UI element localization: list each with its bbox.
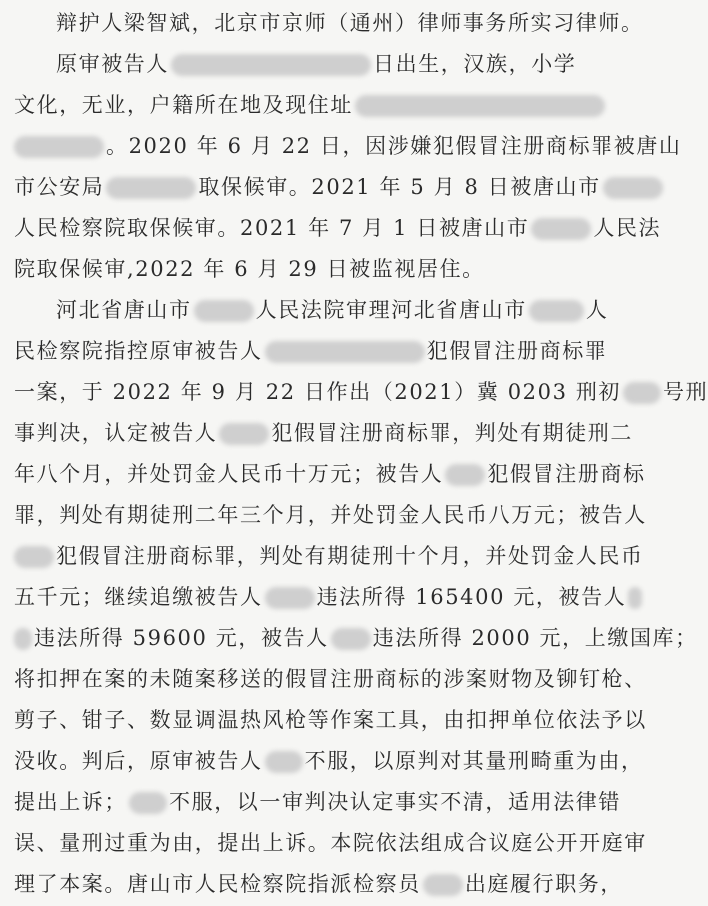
text-segment: 提出上诉； — [14, 790, 127, 814]
text-segment: 。2020 年 6 月 22 日，因涉嫌犯假冒注册商标罪被唐山 — [106, 134, 682, 158]
text-segment: 事判决，认定被告人 — [14, 421, 218, 445]
text-line — [14, 741, 646, 781]
text-segment: 人 — [585, 298, 609, 322]
text-segment: 河北省唐山市 — [56, 298, 192, 322]
text-line — [14, 126, 682, 166]
text-segment: 不服，以原判对其量刑畸重为由， — [304, 749, 644, 773]
text-segment: 取保候审。2021 年 5 月 8 日被唐山市 — [198, 175, 601, 199]
text-segment: 人民法院审理河北省唐山市 — [255, 298, 527, 322]
text-line — [14, 823, 646, 863]
text-line — [14, 659, 646, 699]
redaction — [14, 628, 32, 650]
text-line — [14, 782, 646, 822]
text-segment: 人民法 — [593, 216, 662, 240]
redaction — [265, 341, 425, 363]
redaction — [623, 382, 661, 404]
redaction — [531, 218, 591, 240]
text-segment: 犯假冒注册商标罪，判处有期徒刑二 — [271, 421, 634, 445]
text-line — [14, 700, 646, 740]
text-line — [14, 864, 646, 904]
text-line — [14, 618, 698, 658]
text-line — [56, 44, 646, 84]
redaction — [129, 792, 167, 814]
text-line — [14, 577, 646, 617]
text-segment: 误、量刑过重为由，提出上诉。本院依法组成合议庭公开开庭审 — [14, 831, 647, 855]
redaction — [106, 177, 196, 199]
text-segment: 出庭履行职务， — [464, 872, 624, 896]
text-segment: 一案，于 2022 年 9 月 22 日作出（2021）冀 0203 刑初 — [14, 380, 622, 404]
text-segment: 日出生，汉族，小学 — [373, 52, 577, 76]
text-line — [14, 372, 708, 412]
redaction — [331, 628, 371, 650]
text-segment: 犯假冒注册商标 — [487, 462, 646, 486]
text-line — [14, 495, 646, 535]
text-segment: 将扣押在案的未随案移送的假冒注册商标的涉案财物及铆钉枪、 — [14, 667, 647, 691]
redaction — [628, 587, 642, 609]
text-segment: 民检察院指控原审被告人 — [14, 339, 263, 363]
text-segment: 五千元；继续追缴被告人 — [14, 585, 263, 609]
text-segment: 人民检察院取保候审。2021 年 7 月 1 日被唐山市 — [14, 216, 530, 240]
text-segment: 原审被告人 — [56, 52, 169, 76]
text-line — [14, 454, 646, 494]
text-segment: 犯假冒注册商标罪，判处有期徒刑十个月，并处罚金人民币 — [56, 544, 644, 568]
redaction — [423, 874, 463, 896]
text-line — [14, 331, 646, 371]
text-segment: 违法所得 165400 元，被告人 — [316, 585, 627, 609]
text-segment: 违法所得 59600 元，被告人 — [34, 626, 329, 650]
redaction — [603, 177, 663, 199]
text-line — [14, 167, 646, 207]
redaction — [265, 751, 303, 773]
text-line — [14, 536, 646, 576]
text-segment: 院取保候审,2022 年 6 月 29 日被监视居住。 — [14, 257, 485, 281]
text-line — [56, 290, 646, 330]
text-segment: 罪，判处有期徒刑二年三个月，并处罚金人民币八万元；被告人 — [14, 503, 647, 527]
text-segment: 年八个月，并处罚金人民币十万元；被告人 — [14, 462, 444, 486]
redaction — [14, 546, 54, 568]
text-line — [56, 3, 646, 43]
text-segment: 辩护人梁智斌，北京市京师（通州）律师事务所实习律师。 — [56, 11, 644, 35]
text-segment: 违法所得 2000 元，上缴国库； — [372, 626, 698, 650]
text-segment: 剪子、钳子、数显调温热风枪等作案工具，由扣押单位依法予以 — [14, 708, 647, 732]
redaction — [219, 423, 269, 445]
text-segment: 市公安局 — [14, 175, 105, 199]
redaction — [194, 300, 254, 322]
redaction — [14, 136, 104, 158]
redaction — [445, 464, 485, 486]
text-line — [14, 413, 646, 453]
text-segment: 文化，无业，户籍所在地及现住址 — [14, 93, 353, 117]
text-segment: 犯假冒注册商标罪 — [426, 339, 608, 363]
text-segment: 没收。判后，原审被告人 — [14, 749, 263, 773]
redaction — [265, 587, 315, 609]
redaction — [529, 300, 584, 322]
text-line — [14, 249, 646, 289]
redaction — [171, 54, 371, 76]
text-line — [14, 85, 646, 125]
text-line — [14, 208, 662, 248]
text-segment: 号刑 — [663, 380, 708, 404]
text-segment: 不服，以一审判决认定事实不清，适用法律错 — [169, 790, 621, 814]
text-segment: 理了本案。唐山市人民检察院指派检察员 — [14, 872, 421, 896]
redaction — [355, 95, 605, 117]
